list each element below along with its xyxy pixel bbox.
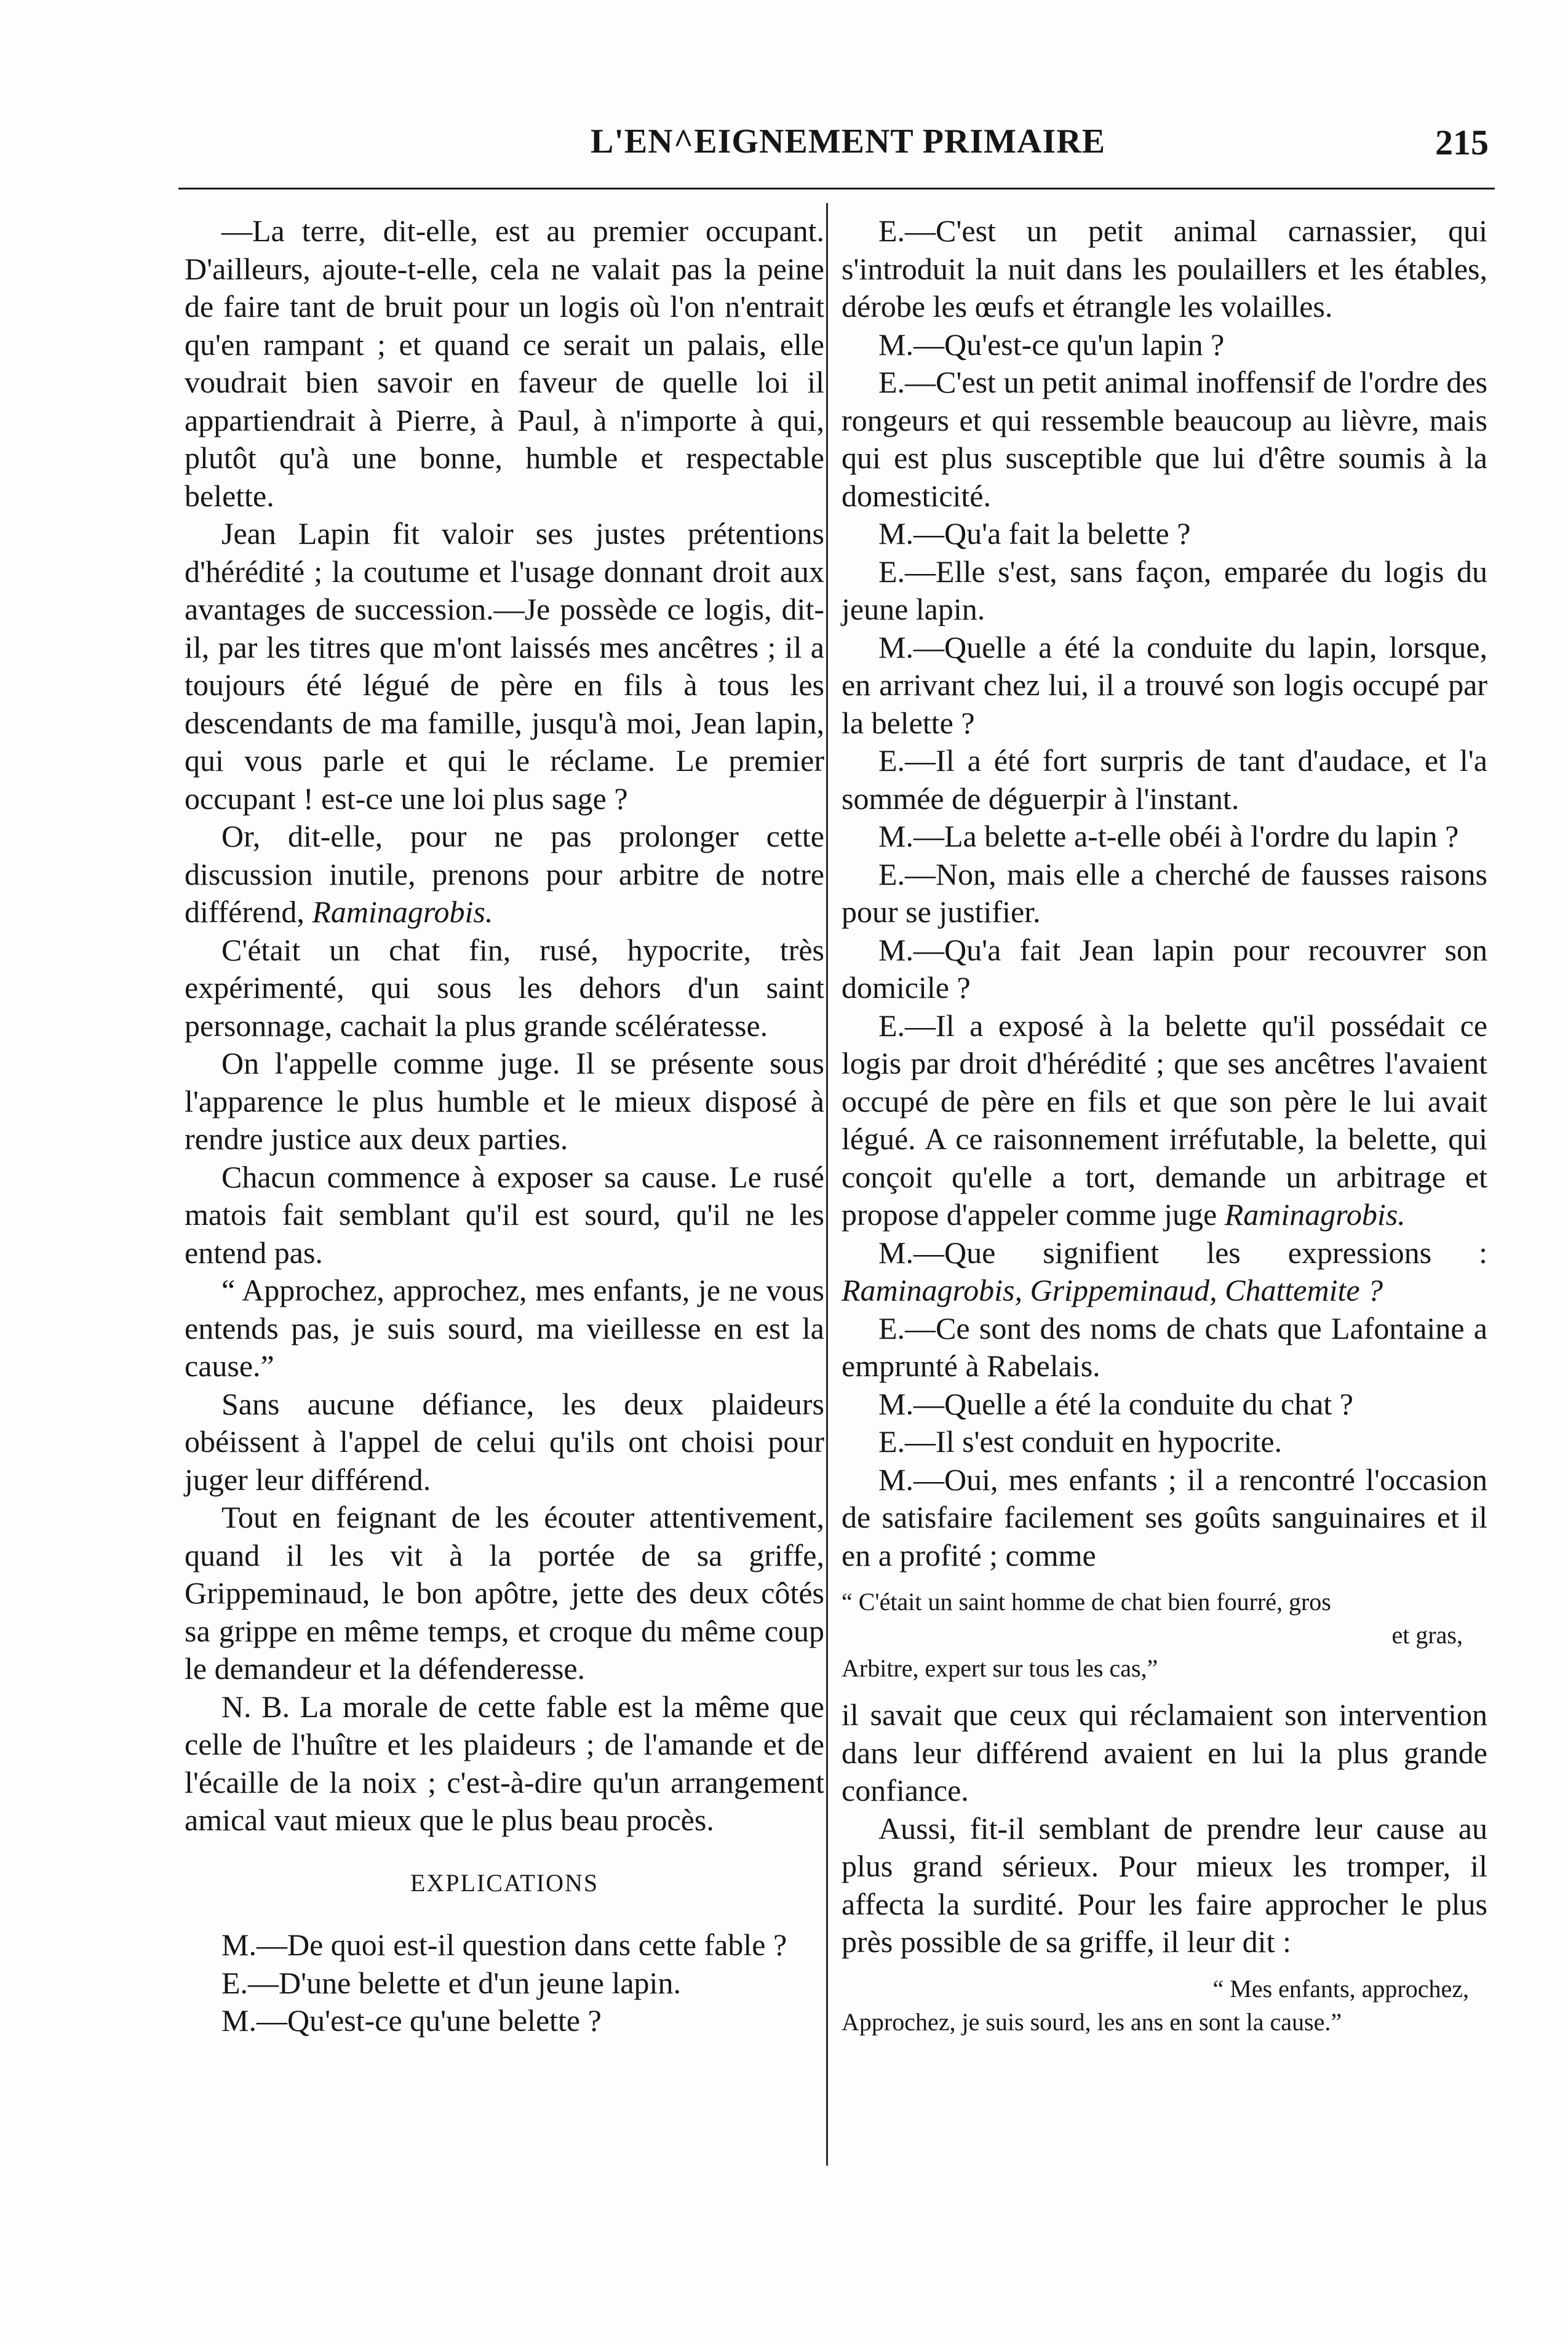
column-divider xyxy=(826,203,828,2166)
header-rule xyxy=(178,188,1495,189)
paragraph: Chacun commence à exposer sa cause. Le rusé matois fait semblant qu'il est sourd, qu'il ne les entend pas. xyxy=(185,1159,824,1270)
paragraph: C'était un chat fin, rusé, hypocrite, très expérimenté, qui sous les dehors d'un saint personnage, cachait la plus grande scélératesse. xyxy=(185,932,824,1043)
verse-quote xyxy=(842,1585,1487,1685)
paragraph: On l'appelle comme juge. Il se présente sous l'apparence le plus humble et le mieux disposé à rendre justice aux deux parties. xyxy=(185,1046,824,1156)
dialog-line: M.—Qu'a fait la belette ? xyxy=(878,516,1191,551)
paragraph xyxy=(185,818,824,931)
dialog-line: E.—Ce sont des noms de chats que Lafontaine a emprunté à Rabelais. xyxy=(842,1310,1487,1383)
verse-line: Approchez, je suis sourd, les ans en sont la cause.” xyxy=(842,2007,1342,2036)
dialog-line: E.—Il a été fort surpris de tant d'audace, et l'a sommée de déguerpir à l'instant. xyxy=(842,743,1487,816)
running-head: L'EN^EIGNEMENT PRIMAIRE xyxy=(591,122,1106,161)
paragraph: Tout en feignant de les écouter attentivement, quand il les vit à la portée de sa griffe, Grippeminaud, le bon apôtre, jette des deux côtés sa grippe en même temps, et croque du même coup le demandeur et la défenderesse. xyxy=(185,1500,824,1686)
dialog-line: E.—Non, mais elle a cherché de fausses raisons pour se justifier. xyxy=(842,856,1487,929)
paragraph: Jean Lapin fit valoir ses justes prétentions d'hérédité ; la coutume et l'usage donnant droit aux avantages de succession.—Je possède ce logis, dit-il, par les titres que m'ont laissés mes ancêtres ; il a toujours été légué de père en fils à tous les descendants de ma famille, jusqu'à moi, Jean lapin, qui vous parle et qui le réclame. Le premier occupant ! est-ce une loi plus sage ? xyxy=(185,516,824,816)
dialog-line: M.—De quoi est-il question dans cette fable ? xyxy=(221,1927,787,1962)
page-number: 215 xyxy=(1435,122,1489,162)
left-column xyxy=(185,212,824,2040)
dialog-line: M.—Qu'est-ce qu'une belette ? xyxy=(221,2003,602,2038)
dialog-text: E.—Il a exposé à la belette qu'il possédait ce logis par droit d'hérédité ; que ses ancêtres l'avaient occupé de père en fils et que son père le lui avait légué. A ce raisonnement irréfutable, la belette, qui conçoit qu'elle a tort, demande un arbitrage et propose d'appeler comme juge xyxy=(842,1008,1487,1232)
dialog-line: M.—Qu'a fait Jean lapin pour recouvrer son domicile ? xyxy=(842,932,1487,1005)
dialog-line xyxy=(842,1234,1487,1310)
paragraph: il savait que ceux qui réclamaient son intervention dans leur différend avaient en lui la plus grande confiance. xyxy=(842,1697,1487,1808)
dialog-line: E.—D'une belette et d'un jeune lapin. xyxy=(221,1965,681,2000)
italic-names: Raminagrobis, Grippeminaud, Chattemite ? xyxy=(842,1273,1383,1307)
paragraph: N. B. La morale de cette fable est la même que celle de l'huître et les plaideurs ; de l'amande et de l'écaille de la noix ; c'est-à-dire qu'un arrangement amical vaut mieux que le plus beau procès. xyxy=(185,1689,824,1837)
paragraph: Sans aucune défiance, les deux plaideurs obéissent à l'appel de celui qu'ils ont choisi pour juger leur différend. xyxy=(185,1386,824,1497)
verse-line: “ Mes enfants, approchez, xyxy=(1212,1974,1469,2003)
paragraph: “ Approchez, approchez, mes enfants, je ne vous entends pas, je suis sourd, ma vieillesse en est la cause.” xyxy=(185,1273,824,1383)
dialog-line: E.—C'est un petit animal inoffensif de l'ordre des rongeurs et qui ressemble beaucoup au lièvre, mais qui est plus susceptible que lui d'être soumis à la domesticité. xyxy=(842,365,1487,513)
paragraph-text: Or, dit-elle, pour ne pas prolonger cette discussion inutile, prenons pour arbitre de notre différend, xyxy=(185,819,824,929)
dialog-line: M.—Oui, mes enfants ; il a rencontré l'occasion de satisfaire facilement ses goûts sanguinaires et il en a profité ; comme xyxy=(842,1462,1487,1573)
page-header xyxy=(178,122,1495,165)
verse-line: “ C'était un saint homme de chat bien fourré, gros xyxy=(842,1588,1331,1616)
dialog-line xyxy=(842,1007,1487,1234)
dialog-line: M.—Quelle a été la conduite du chat ? xyxy=(878,1386,1353,1421)
paragraph: —La terre, dit-elle, est au premier occupant. D'ailleurs, ajoute-t-elle, cela ne valait pas la peine de faire tant de bruit pour un logis où l'on n'entrait qu'en rampant ; et quand ce serait un palais, elle voudrait bien savoir en faveur de quelle loi il appartiendrait à Pierre, à Paul, à n'importe à qui, plutôt qu'à une bonne, humble et respectable belette. xyxy=(185,213,824,513)
italic-name: Raminagrobis. xyxy=(312,895,493,929)
dialog-line: M.—Qu'est-ce qu'un lapin ? xyxy=(878,327,1225,362)
verse-quote xyxy=(842,1972,1487,2039)
dialog-line: M.—Quelle a été la conduite du lapin, lorsque, en arrivant chez lui, il a trouvé son logis occupé par la belette ? xyxy=(842,629,1487,740)
verse-line: et gras, xyxy=(1391,1621,1463,1649)
paragraph: Aussi, fit-il semblant de prendre leur cause au plus grand sérieux. Pour mieux les tromper, il affecta la surdité. Pour les faire approcher le plus près possible de sa griffe, il leur dit : xyxy=(842,1811,1487,1959)
italic-name: Raminagrobis. xyxy=(1224,1197,1406,1232)
dialog-line: M.—La belette a-t-elle obéi à l'ordre du lapin ? xyxy=(878,819,1459,853)
dialog-line: E.—C'est un petit animal carnassier, qui s'introduit la nuit dans les poulaillers et les étables, dérobe les œufs et étrangle les volailles. xyxy=(842,213,1487,324)
dialog-line: E.—Il s'est conduit en hypocrite. xyxy=(878,1424,1283,1459)
verse-line: Arbitre, expert sur tous les cas,” xyxy=(842,1654,1158,1682)
dialog-line: E.—Elle s'est, sans façon, emparée du logis du jeune lapin. xyxy=(842,554,1487,626)
section-heading: EXPLICATIONS xyxy=(410,1868,599,1897)
dialog-text: M.—Que signifient les expressions : xyxy=(878,1235,1487,1270)
right-column xyxy=(842,212,1487,2050)
